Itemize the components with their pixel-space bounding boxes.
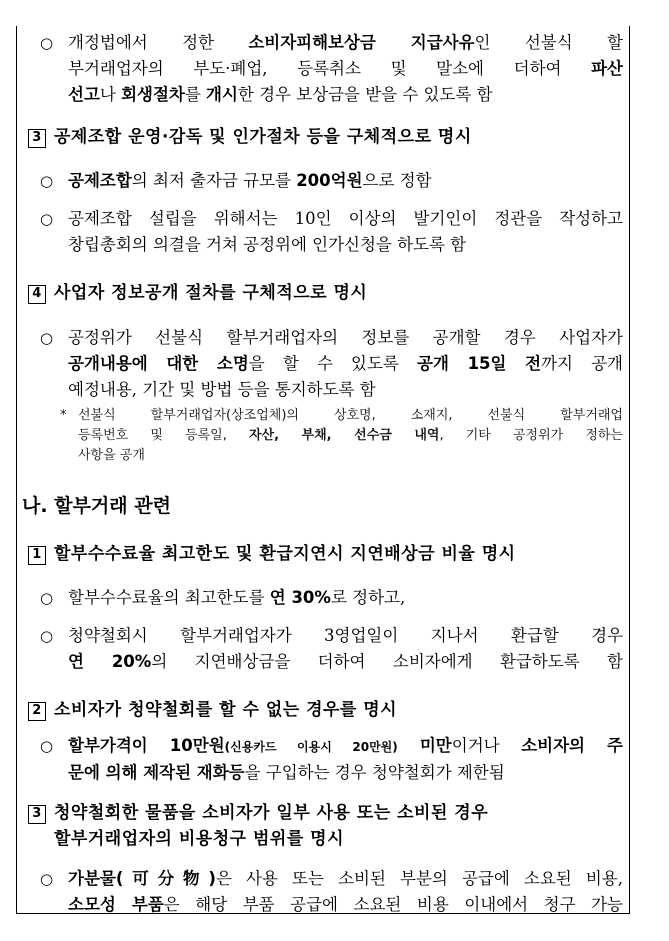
text-line: 공정위가 선불식 할부거래업자의 정보를 공개할 경우 사업자가 [68, 328, 623, 347]
section-heading-fee-cap: 1 할부수수료율 최고한도 및 환급지연시 지연배상금 비율 명시 [28, 541, 623, 567]
text-line: 예정내용, 기간 및 방법 등을 통지하도록 함 [68, 380, 376, 399]
bullet-refund-delay [40, 623, 623, 675]
bullet-withdrawal-limit [40, 733, 623, 786]
circle-bullet-icon: ○ [40, 589, 54, 607]
text-line: 할부수수료율의 최고한도를 연 30%로 정하고, [68, 588, 406, 607]
text-line: 할부거래업자의 비용청구 범위를 명시 [54, 829, 345, 849]
section-heading-cost-claim [28, 800, 623, 852]
text-line: 문에 의해 제작된 재화등을 구입하는 경우 청약철회가 제한됨 [68, 763, 505, 782]
section-number-box: 2 [28, 702, 46, 721]
section-heading-mutual-aid: 3 공제조합 운영·감독 및 인가절차 등을 구체적으로 명시 [28, 124, 623, 150]
circle-bullet-icon: ○ [40, 329, 54, 347]
bullet-min-capital [40, 168, 623, 194]
circle-bullet-icon: ○ [40, 627, 54, 645]
bullet-disclosure-procedure [40, 325, 623, 403]
text-line: 할부가격이 10만원(신용카드 이용시 20만원) 미만이거나 소비자의 주 [68, 736, 623, 755]
bullet-insurance-payout [40, 30, 623, 108]
circle-bullet-icon: ○ [40, 870, 54, 888]
circle-bullet-icon: ○ [40, 737, 54, 755]
section-number-box: 1 [28, 546, 46, 565]
text-line: 가분물(可分物)은 사용 또는 소비된 부분의 공급에 소요된 비용, [68, 869, 623, 888]
text-line: 개정법에서 정한 소비자피해보상금 지급사유인 선불식 할 [68, 33, 623, 52]
text-line: 선고나 회생절차를 개시한 경우 보상금을 받을 수 있도록 함 [68, 85, 493, 104]
text-line: 3 청약철회한 물품을 소비자가 일부 사용 또는 소비된 경우 [28, 800, 623, 826]
circle-bullet-icon: ○ [40, 34, 54, 52]
bullet-fee-cap [40, 585, 623, 611]
section-number-box: 3 [28, 129, 46, 148]
text-line: 창립총회의 의결을 거쳐 공정위에 인가신청을 하도록 함 [68, 235, 467, 254]
text-line: 소모성 부품은 해당 부품 공급에 소요된 비용 이내에서 청구 가능 [68, 895, 623, 914]
text-line: 청약철회시 할부거래업자가 3영업일이 지나서 환급할 경우 [68, 626, 623, 645]
bullet-establishment [40, 206, 623, 258]
text-line: 등록번호 및 등록일, 자산, 부채, 선수금 내역, 기타 공정위가 정하는 [78, 428, 623, 443]
footnote-disclosure-items [60, 406, 623, 466]
circle-bullet-icon: ○ [40, 210, 54, 228]
section-heading-withdrawal: 2 소비자가 청약철회를 할 수 없는 경우를 명시 [28, 697, 623, 723]
text-line: 연 20%의 지연배상금을 더하여 소비자에게 환급하도록 함 [68, 652, 623, 671]
section-heading-disclosure: 4 사업자 정보공개 절차를 구체적으로 명시 [28, 280, 623, 306]
section-number-box: 4 [28, 285, 46, 304]
section-number-box: 3 [28, 805, 46, 824]
text-line: 공제조합 설립을 위해서는 10인 이상의 발기인이 정관을 작성하고 [68, 209, 623, 228]
section-title-installment: 나. 할부거래 관련 [22, 495, 171, 517]
bullet-cost-claim [40, 866, 623, 918]
asterisk-icon: * [60, 408, 67, 423]
circle-bullet-icon: ○ [40, 172, 54, 190]
text-line: 공제조합의 최저 출자금 규모를 200억원으로 정함 [68, 171, 432, 190]
text-line: 선불식 할부거래업자(상조업체)의 상호명, 소재지, 선불식 할부거래업 [78, 408, 623, 423]
text-line: 공개내용에 대한 소명을 할 수 있도록 공개 15일 전까지 공개 [68, 354, 623, 373]
text-line: 부거래업자의 부도·폐업, 등록취소 및 말소에 더하여 파산 [68, 59, 623, 78]
text-line: 사항을 공개 [78, 448, 145, 463]
